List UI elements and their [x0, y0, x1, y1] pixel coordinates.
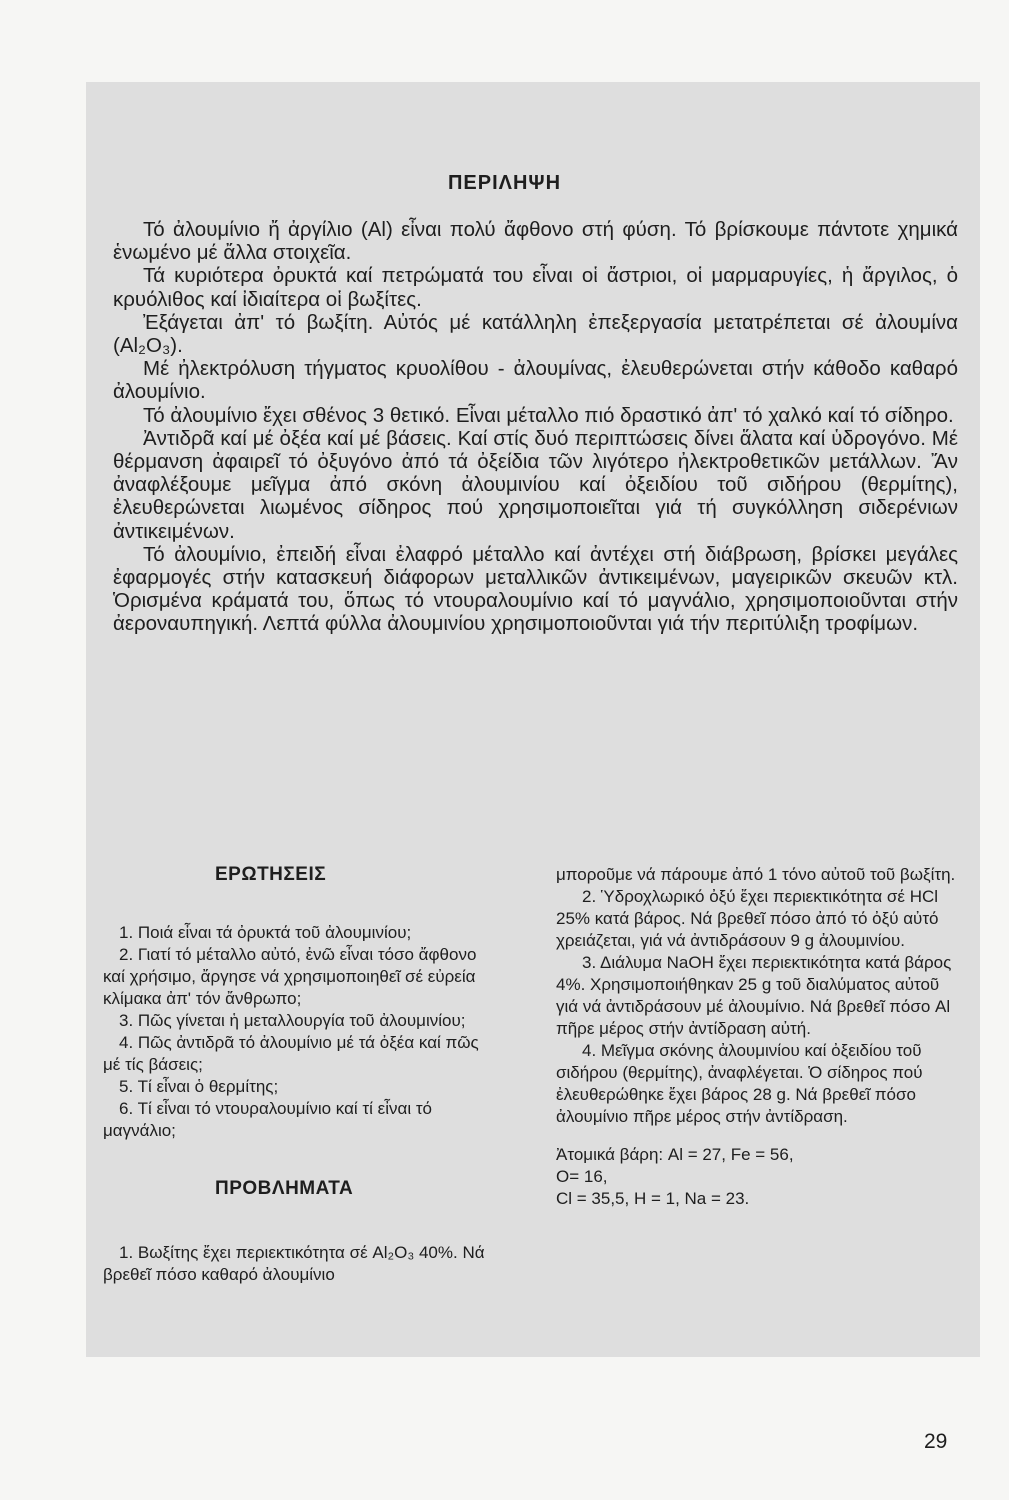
- summary-paragraph: Ἐξάγεται ἀπ' τό βωξίτη. Αὐτός μέ κατάλληλη ἐπεξεργασία μετατρέπεται σέ ἀλουμίνα (Al₂O₃).: [113, 310, 958, 358]
- summary-paragraph: Τά κυριότερα ὀρυκτά καί πετρώματά του εἶναι οἱ ἄστριοι, οἱ μαρμαρυγίες, ἡ ἄργιλος, ὁ κρυόλιθος καί ἰδιαίτερα οἱ βωξίτες.: [113, 264, 958, 311]
- summary-paragraph: Τό ἀλουμίνιο ἔχει σθένος 3 θετικό. Εἶναι μέταλλο πιό δραστικό ἀπ' τό χαλκό καί τό σίδηρο.: [143, 403, 954, 427]
- question-item: 3. Πῶς γίνεται ἡ μεταλλουργία τοῦ ἀλουμινίου;: [119, 1011, 466, 1030]
- summary-text: [113, 218, 958, 636]
- summary-paragraph: Τό ἀλουμίνιο, ἐπειδή εἶναι ἐλαφρό μέταλλο καί ἀντέχει στή διάβρωση, βρίσκει μεγάλες ἐφαρμογές στήν κατασκευή διάφορων μεταλλικῶν ἀντικειμένων, μαγειρικῶν σκευῶν κτλ. Ὁρισμένα κράματά του, ὅπως τό ντουραλουμίνιο καί τό μαγνάλιο, χρησιμοποιοῦνται στήν ἀεροναυπηγική. Λεπτά φύλλα ἀλουμινίου χρησιμοποιοῦνται γιά τήν περιτύλιξη τροφίμων.: [113, 542, 958, 636]
- problem-item: 4. Μεῖγμα σκόνης ἀλουμινίου καί ὀξειδίου τοῦ σιδήρου (θερμίτης), ἀναφλέγεται. Ὁ σίδηρος πού ἐλευθερώθηκε ἔχει βάρος 28 g. Νά βρεθεῖ πόσο ἀλουμίνιο πῆρε μέρος στήν ἀντίδραση.: [556, 1041, 923, 1126]
- atomic-weights: Cl = 35,5, H = 1, Na = 23.: [556, 1189, 750, 1208]
- summary-paragraph: Μέ ἠλεκτρόλυση τήγματος κρυολίθου - ἀλουμίνας, ἐλευθερώνεται στήν κάθοδο καθαρό ἀλουμίνιο.: [113, 357, 958, 404]
- atomic-weights: O= 16,: [556, 1167, 608, 1186]
- question-item: 4. Πῶς ἀντιδρᾶ τό ἀλουμίνιο μέ τά ὀξέα καί πῶς μέ τίς βάσεις;: [103, 1033, 479, 1074]
- right-column: [556, 864, 960, 1210]
- summary-paragraph: Τό ἀλουμίνιο ἤ ἀργίλιο (Al) εἶναι πολύ ἄφθονο στή φύση. Τό βρίσκουμε πάντοτε χημικά ἑνωμένο μέ ἄλλα στοιχεῖα.: [113, 218, 958, 265]
- question-item: 2. Γιατί τό μέταλλο αὐτό, ἐνῶ εἶναι τόσο ἄφθονο καί χρήσιμο, ἄργησε νά χρησιμοποιηθεῖ σέ εὐρεία κλίμακα ἀπ' τόν ἄνθρωπο;: [103, 945, 477, 1008]
- atomic-weights: Ἀτομικά βάρη: Al = 27, Fe = 56,: [556, 1145, 794, 1164]
- summary-title: ΠΕΡΙΛΗΨΗ: [447, 172, 562, 194]
- summary-paragraph: Ἀντιδρᾶ καί μέ ὀξέα καί μέ βάσεις. Καί στίς δυό περιπτώσεις δίνει ἅλατα καί ὑδρογόνο. Μέ θέρμανση ἀφαιρεῖ τό ὀξυγόνο ἀπό τά ὀξείδια τῶν λιγότερο ἠλεκτροθετικῶν μετάλλων. Ἄν ἀναφλέξουμε μεῖγμα ἀπό σκόνη ἀλουμινίου καί ὀξειδίου τοῦ σιδήρου (θερμίτης), ἐλευθερώνεται λιωμένος σίδηρος πού χρησιμοποιεῖται γιά τή συγκόλληση σιδερένιων ἀντικειμένων.: [113, 426, 958, 543]
- problem-item: 1. Βωξίτης ἔχει περιεκτικότητα σέ Al₂O₃ 40%. Νά βρεθεῖ πόσο καθαρό ἀλουμίνιο: [103, 1243, 485, 1284]
- question-item: 5. Τί εἶναι ὁ θερμίτης;: [119, 1077, 279, 1096]
- questions-title: ΕΡΩΤΗΣΕΙΣ: [215, 864, 327, 885]
- problem-item-continued: μποροῦμε νά πάρουμε ἀπό 1 τόνο αὐτοῦ τοῦ βωξίτη.: [556, 865, 956, 884]
- page-number: 29: [924, 1430, 948, 1453]
- question-item: 6. Τί εἶναι τό ντουραλουμίνιο καί τί εἶναι τό μαγνάλιο;: [103, 1099, 432, 1140]
- problems-title: ΠΡΟΒΛΗΜΑΤΑ: [215, 1178, 354, 1199]
- question-item: 1. Ποιά εἶναι τά ὀρυκτά τοῦ ἀλουμινίου;: [119, 923, 412, 942]
- problem-item: 3. Διάλυμα NaOH ἔχει περιεκτικότητα κατά βάρος 4%. Χρησιμοποιήθηκαν 25 g τοῦ διαλύματος αὐτοῦ γιά νά ἀντιδράσουν μέ ἀλουμίνιο. Νά βρεθεῖ πόσο Al πῆρε μέρος στήν ἀντίδραση αὐτή.: [556, 953, 952, 1038]
- left-column: [103, 864, 493, 1286]
- problem-item: 2. Ὑδροχλωρικό ὀξύ ἔχει περιεκτικότητα σέ HCl 25% κατά βάρος. Νά βρεθεῖ πόσο ἀπό τό ὀξύ αὐτό χρειάζεται, γιά νά ἀντιδράσουν 9 g ἀλουμινίου.: [556, 887, 939, 950]
